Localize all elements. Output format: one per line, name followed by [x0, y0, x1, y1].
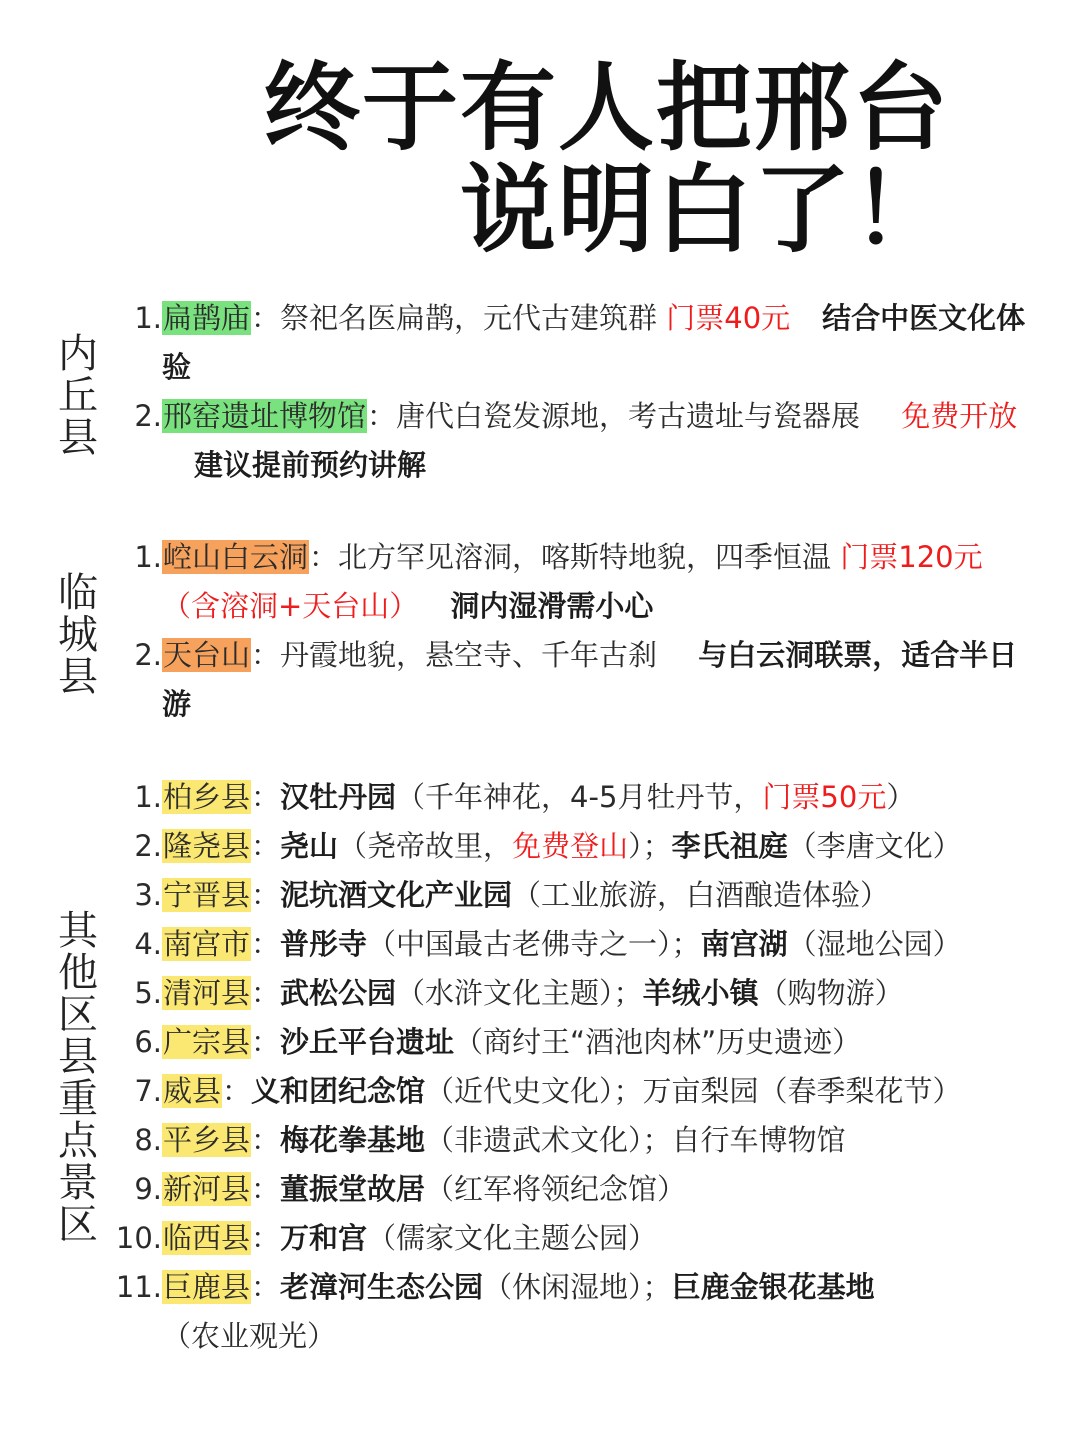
county-name: 威县	[163, 1074, 222, 1108]
colon: ：	[251, 829, 281, 863]
colon: ：	[251, 1221, 281, 1255]
item-number: 8.	[134, 1123, 162, 1157]
section-lincheng	[0, 533, 1080, 729]
page-title-line1: 终于有人把邢台	[264, 52, 950, 164]
spot-description: 丹霞地貌，悬空寺、千年古刹	[280, 638, 667, 672]
attraction-note: （近代史文化）；万亩梨园（春季梨花节）	[425, 1074, 962, 1108]
attraction-name: 泥坑酒文化产业园	[280, 878, 513, 912]
attraction-note: （中国最古老佛寺之一）；	[367, 927, 701, 961]
spot-name: 天台山	[163, 638, 251, 672]
list-item	[0, 1116, 1080, 1165]
county-name: 柏乡县	[163, 780, 251, 814]
attraction-note: （商纣王“酒池肉林”历史遗迹）	[454, 1025, 862, 1059]
section-label-lincheng: 临城县	[58, 570, 98, 700]
county-name: 巨鹿县	[163, 1270, 251, 1304]
attraction-name: 羊绒小镇	[642, 976, 759, 1010]
attraction-note: （红军将领纪念馆）	[425, 1172, 687, 1206]
colon: ：	[251, 1172, 281, 1206]
list-item	[0, 773, 1080, 822]
county-name: 南宫市	[163, 927, 251, 961]
ticket-price: 门票50元	[762, 780, 887, 814]
item-number: 11.	[115, 1270, 162, 1304]
list-item	[0, 920, 1080, 969]
section-label-neiqiu: 内丘县	[58, 331, 98, 461]
section-label-others: 其他区县重点景区	[58, 908, 98, 1248]
attraction-name: 普彤寺	[280, 927, 368, 961]
attraction-name: 武松公园	[280, 976, 397, 1010]
ticket-price: 门票40元	[666, 301, 791, 335]
list-item	[0, 822, 1080, 871]
list-item	[0, 392, 1080, 490]
attraction-name: 南宫湖	[700, 927, 788, 961]
county-name: 新河县	[163, 1172, 251, 1206]
list-item	[0, 1067, 1080, 1116]
list-item	[0, 871, 1080, 920]
list-item	[0, 1263, 1080, 1361]
item-number: 1.	[134, 780, 162, 814]
item-number: 4.	[134, 927, 162, 961]
attraction-name: 汉牡丹园	[280, 780, 397, 814]
item-number: 7.	[134, 1074, 162, 1108]
colon: ：	[251, 301, 281, 335]
attraction-name: 义和团纪念馆	[251, 1074, 426, 1108]
attraction-name: 万和宫	[280, 1221, 368, 1255]
section-others	[0, 773, 1080, 1361]
colon: ：	[251, 878, 281, 912]
colon: ：	[222, 1074, 252, 1108]
attraction-note: ）	[886, 780, 916, 814]
visit-tip: 结合中医文化体验	[162, 301, 1026, 384]
attraction-note: （农业观光）	[162, 1319, 337, 1353]
ticket-price: 免费登山	[512, 829, 629, 863]
attraction-name: 巨鹿金银花基地	[671, 1270, 875, 1304]
visit-tip: 与白云洞联票，适合半日游	[162, 638, 1018, 721]
attraction-name: 尧山	[280, 829, 339, 863]
colon: ：	[251, 927, 281, 961]
attraction-note: （水浒文化主题）；	[396, 976, 643, 1010]
spot-name: 邢窑遗址博物馆	[163, 399, 367, 433]
county-name: 隆尧县	[163, 829, 251, 863]
visit-tip: 洞内湿滑需小心	[450, 589, 654, 623]
list-item	[0, 969, 1080, 1018]
spot-description: 北方罕见溶洞，喀斯特地貌，四季恒温	[338, 540, 841, 574]
county-name: 广宗县	[163, 1025, 251, 1059]
attraction-note: （非遗武术文化）；自行车博物馆	[425, 1123, 846, 1157]
list-item	[0, 294, 1080, 392]
item-number: 10.	[115, 1221, 162, 1255]
attraction-note: （李唐文化）	[787, 829, 962, 863]
attraction-name: 梅花拳基地	[280, 1123, 426, 1157]
list-item	[0, 1214, 1080, 1263]
attraction-name: 沙丘平台遗址	[280, 1025, 455, 1059]
item-number: 9.	[134, 1172, 162, 1206]
list-item	[0, 533, 1080, 631]
colon: ：	[251, 1123, 281, 1157]
list-item	[0, 1165, 1080, 1214]
item-number: 2.	[134, 829, 162, 863]
attraction-name: 董振堂故居	[280, 1172, 426, 1206]
visit-tip: 建议提前预约讲解	[194, 448, 427, 482]
colon: ：	[251, 638, 281, 672]
attraction-note: （千年神花，4-5月牡丹节，	[396, 780, 763, 814]
item-number: 5.	[134, 976, 162, 1010]
page-title-line2: 说明白了！	[460, 154, 950, 266]
item-number: 1.	[134, 301, 162, 335]
ticket-price: 门票120元（含溶洞+天台山）	[162, 540, 983, 623]
item-number: 1.	[134, 540, 162, 574]
colon: ：	[251, 1025, 281, 1059]
spot-name: 崆山白云洞	[163, 540, 309, 574]
list-item	[0, 1018, 1080, 1067]
attraction-note: （休闲湿地）；	[483, 1270, 672, 1304]
colon: ：	[367, 399, 397, 433]
attraction-name: 老漳河生态公园	[280, 1270, 484, 1304]
county-name: 宁晋县	[163, 878, 251, 912]
colon: ：	[251, 976, 281, 1010]
item-number: 2.	[134, 399, 162, 433]
colon: ：	[251, 1270, 281, 1304]
item-number: 6.	[134, 1025, 162, 1059]
county-name: 清河县	[163, 976, 251, 1010]
county-name: 平乡县	[163, 1123, 251, 1157]
attraction-note: （工业旅游，白酒酿造体验）	[512, 878, 890, 912]
spot-description: 祭祀名医扁鹊，元代古建筑群	[280, 301, 667, 335]
spot-name: 扁鹊庙	[163, 301, 251, 335]
attraction-note: （购物游）	[758, 976, 904, 1010]
section-neiqiu	[0, 294, 1080, 490]
attraction-note: （湿地公园）	[787, 927, 962, 961]
colon: ：	[251, 780, 281, 814]
list-item	[0, 631, 1080, 729]
attraction-note: （尧帝故里，	[338, 829, 513, 863]
item-number: 2.	[134, 638, 162, 672]
spot-description: 唐代白瓷发源地，考古遗址与瓷器展	[396, 399, 870, 433]
county-name: 临西县	[163, 1221, 251, 1255]
colon: ：	[309, 540, 339, 574]
attraction-note: （儒家文化主题公园）	[367, 1221, 658, 1255]
attraction-name: 李氏祖庭	[671, 829, 788, 863]
item-number: 3.	[134, 878, 162, 912]
ticket-price: 免费开放	[901, 399, 1018, 433]
attraction-note: ）；	[628, 829, 672, 863]
